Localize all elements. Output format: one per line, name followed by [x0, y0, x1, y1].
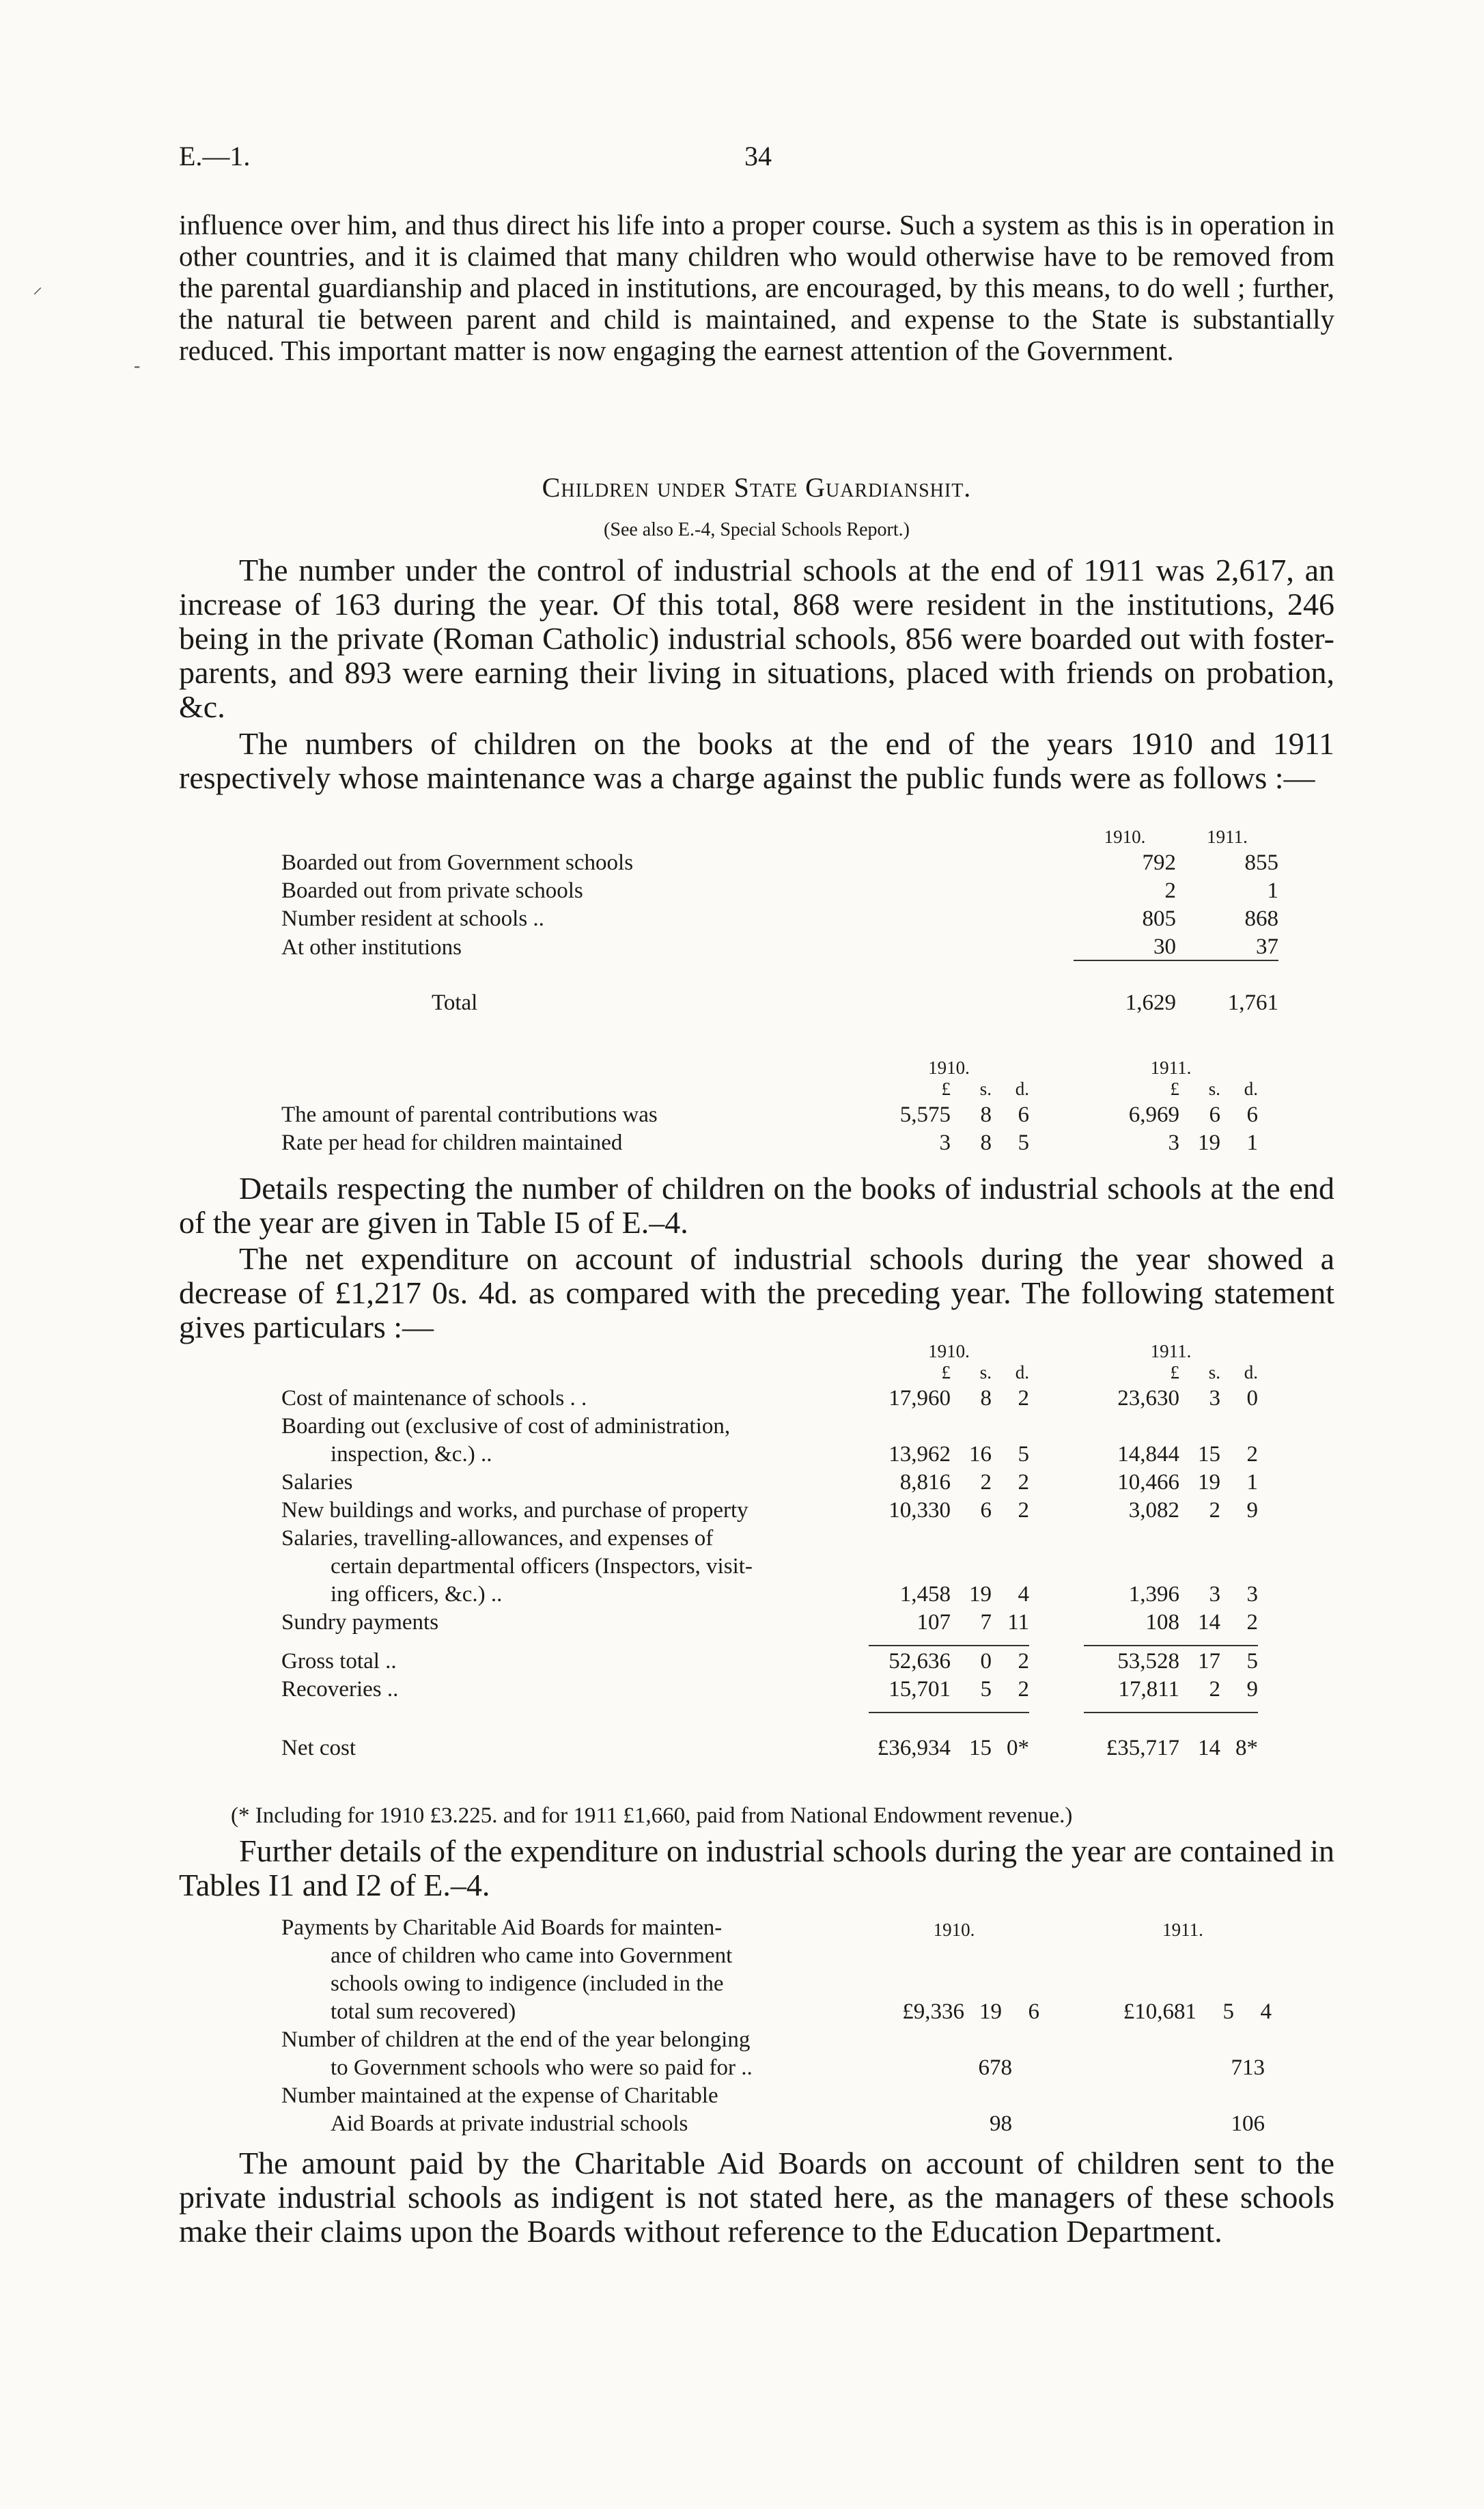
column-gap — [1029, 1411, 1084, 1439]
cell-value — [1084, 1551, 1179, 1579]
cell-value: 14 — [1198, 1736, 1220, 1760]
row-label: Net cost — [281, 1736, 356, 1760]
cell-value: 19 — [1198, 1470, 1220, 1495]
cell-value: 19 — [979, 1999, 1002, 2024]
row-label: Boarding out (exclusive of cost of administration, — [281, 1414, 731, 1439]
cell-value: 106 — [1231, 2111, 1265, 2136]
cell-value: 13,962 — [888, 1442, 951, 1467]
cell-value: 9 — [1246, 1677, 1258, 1702]
cell-value: 2 — [1018, 1649, 1029, 1674]
cell-value: 15 — [969, 1736, 992, 1760]
cell-value: 30 — [1074, 932, 1176, 960]
cell-value: 1,458 — [899, 1582, 951, 1607]
cell-value: 2 — [980, 1470, 992, 1495]
unit-label: s. — [979, 1362, 992, 1383]
cell-value: 17 — [1198, 1649, 1220, 1674]
cell-value: 713 — [1231, 2055, 1265, 2080]
cell-value: 17,960 — [888, 1386, 951, 1411]
unit-label: d. — [1015, 1362, 1029, 1383]
column-gap — [1029, 1383, 1084, 1411]
table-row — [281, 1100, 1258, 1128]
column-gap — [1029, 1467, 1084, 1495]
cell-value: 9 — [1246, 1498, 1258, 1523]
cell-value: 8,816 — [899, 1470, 951, 1495]
cell-value — [1220, 1523, 1258, 1551]
cell-value: 108 — [1145, 1610, 1179, 1635]
cell-value: 10,466 — [1117, 1470, 1179, 1495]
cell-value: 2 — [1209, 1498, 1220, 1523]
cell-value — [992, 1551, 1029, 1579]
table-row — [281, 848, 1278, 876]
cell-value: £35,717 — [1106, 1736, 1179, 1760]
paragraph-expenditure: The net expenditure on account of industrial schools during the year showed a decrease of £1,217 0s. 4d. as compared with the preceding year. The following statement gives particulars :— — [179, 1241, 1334, 1344]
cell-value: 1,396 — [1128, 1582, 1179, 1607]
cell-value: 5 — [980, 1677, 992, 1702]
contributions-table — [281, 1055, 1258, 1156]
year-header: 1911. — [1207, 827, 1248, 847]
table-row — [281, 1128, 1258, 1156]
cell-value: 19 — [969, 1582, 992, 1607]
closing-paragraph: The amount paid by the Charitable Aid Boards on account of children sent to the private industrial schools as indigent is not stated here, as the managers of these schools make their claims upon the Boards without reference to the Education Department. — [179, 2146, 1334, 2249]
cell-value: 11 — [1007, 1610, 1029, 1635]
cell-value — [1084, 1411, 1179, 1439]
cell-value: 2 — [1246, 1610, 1258, 1635]
row-label: ance of children who came into Government — [331, 1943, 733, 1968]
cell-value — [1084, 1523, 1179, 1551]
row-label: ing officers, &c.) .. — [331, 1582, 503, 1607]
paragraph-numbers: The number under the control of industrial schools at the end of 1911 was 2,617, an increase of 163 during the year. Of this total, 868 were resident in the institutions, 246 being in the private (Roman Catholic) industrial schools, 856 were boarded out with foster-parents, and 893 were earning their living in situations, placed with friends on probation, &c. — [179, 553, 1334, 724]
row-label: Gross total .. — [281, 1649, 397, 1674]
cell-value: 792 — [1142, 850, 1176, 875]
cell-value: 6,969 — [1128, 1103, 1179, 1127]
cell-value: 805 — [1142, 906, 1176, 931]
column-gap — [1029, 1523, 1084, 1551]
cell-value: 4 — [1018, 1582, 1029, 1607]
row-label: The amount of parental contributions was — [281, 1103, 658, 1127]
cell-value: 1 — [1246, 1131, 1258, 1155]
table-row — [281, 876, 1278, 904]
cell-value — [951, 1523, 992, 1551]
cell-value: 1 — [1267, 878, 1278, 903]
cell-value: 0* — [1007, 1736, 1029, 1760]
row-label: New buildings and works, and purchase of property — [281, 1498, 748, 1523]
cell-value — [1179, 1551, 1220, 1579]
cell-value: 2 — [1018, 1498, 1029, 1523]
row-label: schools owing to indigence (included in the — [331, 1971, 724, 1996]
cell-value: 5 — [1018, 1131, 1029, 1155]
row-label: At other institutions — [281, 935, 462, 960]
cell-value: 6 — [1246, 1103, 1258, 1127]
section-note: (See also E.-4, Special Schools Report.) — [604, 519, 910, 540]
cell-value: 52,636 — [888, 1649, 951, 1674]
cell-value: 8* — [1235, 1736, 1258, 1760]
paragraph-further: Further details of the expenditure on industrial schools during the year are contained in Tables I1 and I2 of E.–4. — [179, 1833, 1334, 1902]
total-label: Total — [432, 990, 478, 1015]
opening-paragraph: influence over him, and thus direct his life into a proper course. Such a system as this is in operation in other countries, and it is claimed that many children who would otherwise have to be removed from the parental guardianship and placed in institutions, are encouraged, by this means, to do well ; further, the natural tie between parent and child is maintained, and expense to the State is substantially reduced. This important matter is now engaging the earnest attention of the Government. — [179, 209, 1334, 366]
table-row — [281, 1411, 1258, 1439]
unit-label: s. — [1208, 1079, 1220, 1099]
row-label: inspection, &c.) .. — [331, 1442, 492, 1467]
row-label: Recoveries .. — [281, 1677, 399, 1702]
unit-label: d. — [1244, 1362, 1258, 1383]
cell-value: 8 — [980, 1103, 992, 1127]
year-header: 1910. — [928, 1341, 970, 1361]
row-label: total sum recovered) — [331, 1999, 516, 2024]
cell-value: 8 — [980, 1131, 992, 1155]
cell-value — [1220, 1411, 1258, 1439]
cell-value — [869, 1551, 951, 1579]
year-header: 1911. — [1150, 1341, 1192, 1361]
margin-mark: ⸝ — [33, 277, 43, 298]
cell-value: 19 — [1198, 1131, 1220, 1155]
column-gap — [1029, 1439, 1084, 1467]
paragraph-books: The numbers of children on the books at the end of the years 1910 and 1911 respectively whose maintenance was a charge against the public funds were as follows :— — [179, 726, 1334, 795]
cell-value: 2 — [1018, 1386, 1029, 1411]
year-header: 1911. — [1150, 1057, 1192, 1078]
net-cost-row — [281, 1713, 1258, 1761]
table-row — [281, 932, 1278, 960]
cell-value: £36,934 — [877, 1736, 951, 1760]
row-label: Number resident at schools .. — [281, 906, 544, 931]
cell-value: 5 — [1018, 1442, 1029, 1467]
cell-value — [869, 1523, 951, 1551]
cell-value: 53,528 — [1117, 1649, 1179, 1674]
cell-value: 107 — [916, 1610, 951, 1635]
table-row — [281, 1551, 1258, 1579]
row-label: Rate per head for children maintained — [281, 1131, 623, 1155]
cell-value: 1 — [1246, 1470, 1258, 1495]
table-row — [281, 1607, 1258, 1635]
table-row — [281, 1997, 1272, 2025]
row-label: Boarded out from private schools — [281, 878, 583, 903]
cell-value: 15 — [1198, 1442, 1220, 1467]
table-row — [281, 1495, 1258, 1523]
cell-value — [869, 1411, 951, 1439]
column-gap — [1029, 1551, 1084, 1579]
gross-total-row — [281, 1646, 1258, 1674]
row-label: Sundry payments — [281, 1610, 439, 1635]
total-row — [281, 960, 1278, 1016]
margin-mark: - — [134, 355, 141, 376]
row-label: Number of children at the end of the year belonging — [281, 2027, 751, 2052]
table-row — [281, 1439, 1258, 1467]
unit-label: s. — [979, 1079, 992, 1099]
section-heading: Children under State Guardianshit. — [542, 472, 972, 503]
cell-value: 2 — [1164, 878, 1176, 903]
cell-value: 3,082 — [1128, 1498, 1179, 1523]
cell-value: 5 — [1222, 1999, 1234, 2024]
year-header: 1911. — [1162, 1919, 1203, 1940]
unit-label: s. — [1208, 1362, 1220, 1383]
year-header: 1910. — [933, 1919, 975, 1940]
table-row — [281, 2053, 1272, 2081]
unit-label: £ — [941, 1079, 951, 1099]
cell-value: £10,681 — [1123, 1999, 1196, 2024]
document-reference: E.—1. — [179, 141, 251, 171]
cell-value: 3 — [1209, 1386, 1220, 1411]
cell-value: 855 — [1244, 850, 1278, 875]
row-label: Payments by Charitable Aid Boards for mainten- — [281, 1915, 723, 1940]
cell-value — [992, 1411, 1029, 1439]
year-header: 1910. — [1104, 827, 1146, 847]
children-table — [281, 820, 1278, 1016]
cell-value — [1179, 1523, 1220, 1551]
recoveries-row — [281, 1674, 1258, 1702]
cell-value: 3 — [1168, 1131, 1179, 1155]
cell-value: 4 — [1260, 1999, 1272, 2024]
cell-value: 15,701 — [888, 1677, 951, 1702]
cell-value: 17,811 — [1118, 1677, 1179, 1702]
row-label: Salaries — [281, 1470, 353, 1495]
unit-label: d. — [1244, 1079, 1258, 1099]
page-number: 34 — [744, 141, 772, 171]
year-header: 1910. — [928, 1057, 970, 1078]
expenditure-table — [281, 1339, 1258, 1761]
row-label: Boarded out from Government schools — [281, 850, 634, 875]
cell-value — [1179, 1411, 1220, 1439]
cell-value: 10,330 — [888, 1498, 951, 1523]
cell-value: £9,336 — [902, 1999, 964, 2024]
cell-value: 37 — [1176, 932, 1278, 960]
cell-value: 7 — [980, 1610, 992, 1635]
cell-value: 0 — [980, 1649, 992, 1674]
cell-value: 3 — [939, 1131, 951, 1155]
charitable-table — [281, 1913, 1272, 2137]
cell-value — [951, 1411, 992, 1439]
unit-label: £ — [1170, 1362, 1179, 1383]
unit-label: d. — [1015, 1079, 1029, 1099]
cell-value: 5 — [1246, 1649, 1258, 1674]
cell-value: 0 — [1246, 1386, 1258, 1411]
row-label: Number maintained at the expense of Charitable — [281, 2083, 718, 2108]
cell-value: 6 — [1028, 1999, 1039, 2024]
table-row — [281, 904, 1278, 932]
total-value: 1,629 — [1125, 990, 1176, 1015]
row-label: Aid Boards at private industrial schools — [331, 2111, 688, 2136]
table-row — [281, 1579, 1258, 1607]
cell-value: 8 — [980, 1386, 992, 1411]
table-row — [281, 1523, 1258, 1551]
cell-value — [1220, 1551, 1258, 1579]
cell-value: 2 — [1018, 1470, 1029, 1495]
cell-value: 3 — [1246, 1582, 1258, 1607]
cell-value: 23,630 — [1117, 1386, 1179, 1411]
cell-value: 14 — [1198, 1610, 1220, 1635]
column-gap — [1029, 1495, 1084, 1523]
cell-value: 3 — [1209, 1582, 1220, 1607]
cell-value: 98 — [990, 2111, 1012, 2136]
table-row — [281, 1383, 1258, 1411]
unit-label: £ — [1170, 1079, 1179, 1099]
cell-value: 2 — [1246, 1442, 1258, 1467]
cell-value: 6 — [980, 1498, 992, 1523]
unit-label: £ — [941, 1362, 951, 1383]
cell-value: 2 — [1209, 1677, 1220, 1702]
cell-value: 678 — [978, 2055, 1012, 2080]
row-label: Cost of maintenance of schools . . — [281, 1386, 587, 1411]
cell-value: 868 — [1244, 906, 1278, 931]
cell-value: 6 — [1018, 1103, 1029, 1127]
table-row — [281, 1913, 1272, 1941]
cell-value — [951, 1551, 992, 1579]
row-label: certain departmental officers (Inspectors, visit- — [331, 1554, 753, 1579]
row-label: to Government schools who were so paid for .. — [331, 2055, 753, 2080]
paragraph-details: Details respecting the number of children on the books of industrial schools at the end of the year are given in Table I5 of E.–4. — [179, 1171, 1334, 1240]
footnote: (* Including for 1910 £3.225. and for 1911 £1,660, paid from National Endowment revenue.) — [231, 1803, 1073, 1828]
table-row — [281, 2109, 1272, 2137]
cell-value: 16 — [969, 1442, 992, 1467]
total-value: 1,761 — [1227, 990, 1278, 1015]
table-row — [281, 1467, 1258, 1495]
cell-value — [992, 1523, 1029, 1551]
cell-value: 14,844 — [1117, 1442, 1179, 1467]
column-gap — [1029, 1579, 1084, 1607]
cell-value: 5,575 — [899, 1103, 951, 1127]
cell-value: 2 — [1018, 1677, 1029, 1702]
row-label: Salaries, travelling-allowances, and expenses of — [281, 1526, 714, 1551]
cell-value: 6 — [1209, 1103, 1220, 1127]
column-gap — [1029, 1607, 1084, 1635]
